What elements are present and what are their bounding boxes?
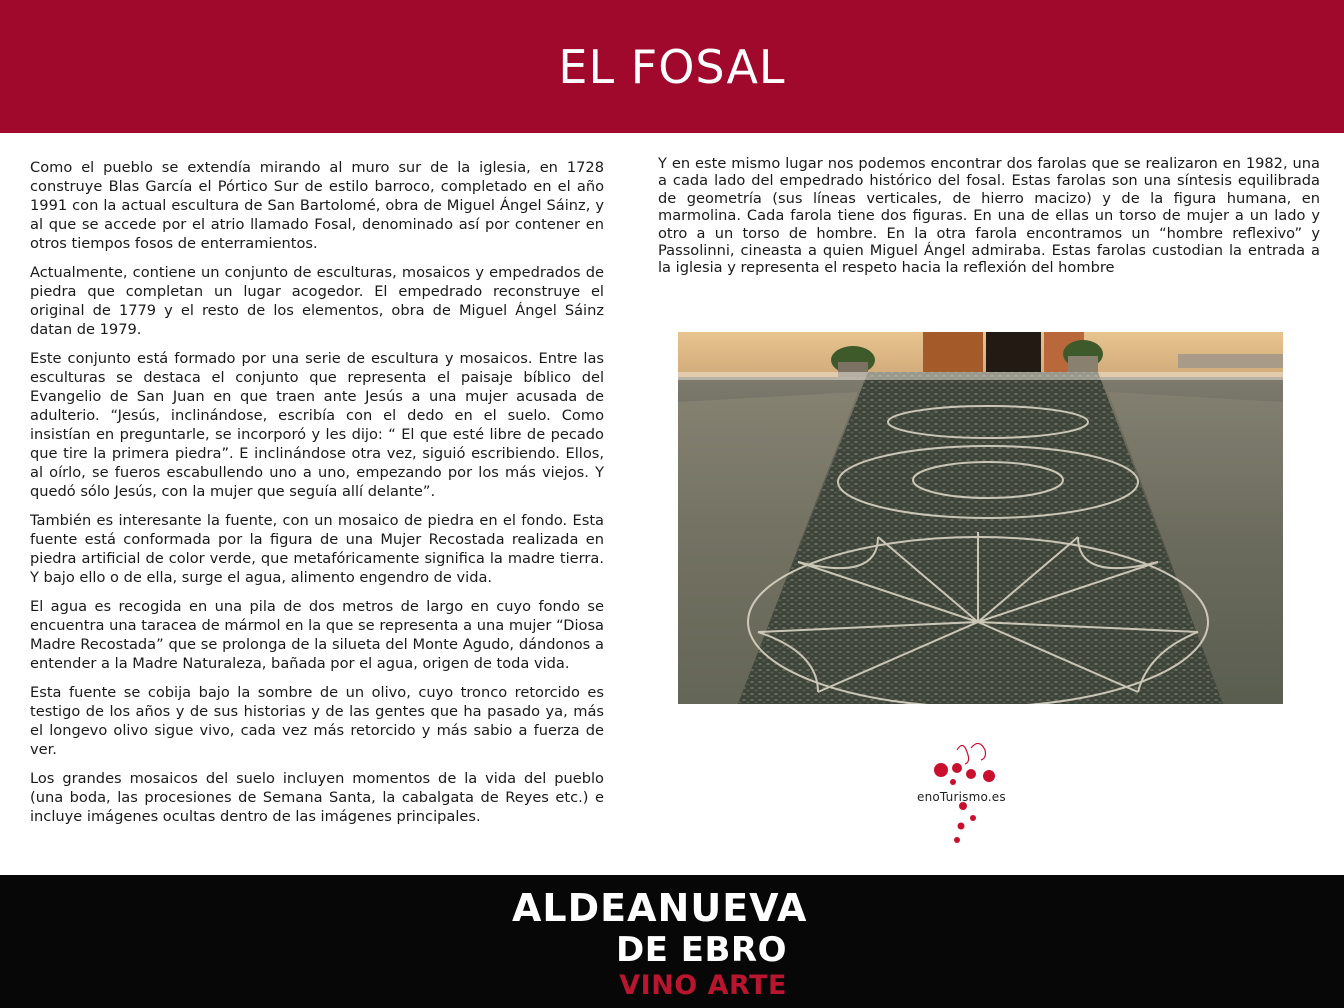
brand-line-1: ALDEANUEVA [512,886,808,930]
page-footer [0,875,1344,1008]
paragraph: Los grandes mosaicos del suelo incluyen momentos de la vida del pueblo (una boda, las procesiones de Semana Santa, la cabalgata de Reyes etc.) e incluye imágenes ocultas dentro de las imágenes principales. [30,770,604,825]
paragraph: Este conjunto está formado por una serie de escultura y mosaicos. Entre las esculturas se destaca el conjunto que representa el paisaje bíblico del Evangelio de San Juan en que traen ante Jesús a una mujer acusada de adulterio. “Jesús, inclinándose, escribía con el dedo en el suelo. Como insistían en preguntarle, se incorporó y les dijo: “ El que esté libre de pecado que tire la primera piedra”. E inclinándose otra vez, siguió escribiendo. Ellos, al oírlo, se fueros escabullendo uno a uno, empezando por los más viejos. Y quedó sólo Jesús, con la mujer que seguía allí delante”. [30,350,604,500]
right-text-column [658,155,1320,277]
paragraph: Y en este mismo lugar nos podemos encontrar dos farolas que se realizaron en 1982, una a cada lado del empedrado histórico del fosal. Estas farolas son una síntesis equilibrada de geometría (sus líneas verticales, de hierro macizo) y de la figura humana, en marmolina. Cada farola tiene dos figuras. En una de ellas un torso de mujer a un lado y otro a un torso de hombre. En la otra farola encontramos un “hombre reflexivo” y Passolinni, cineasta a quien Miguel Ángel admiraba. Estas farolas custodian la entrada a la iglesia y representa el respeto hacia la reflexión del hombre [658,155,1320,277]
brand-line-2: DE EBRO [615,930,787,970]
paragraph: Como el pueblo se extendía mirando al muro sur de la iglesia, en 1728 construye Blas García el Pórtico Sur de estilo barroco, completado en el año 1991 con la actual escultura de San Bartolomé, obra de Miguel Ángel Sáinz, y al que se accede por el atrio llamado Fosal, denominado así por contener en otros tiempos fosos de enterramientos. [30,159,604,252]
paragraph: Actualmente, contiene un conjunto de esculturas, mosaicos y empedrados de piedra que completan un lugar acogedor. El empedrado reconstruye el original de 1779 y el resto de los elementos, obra de Miguel Ángel Sáinz datan de 1979. [30,264,604,338]
left-text-column [30,158,604,836]
mosaic-courtyard-photo [678,332,1283,704]
brand-line-3: VINO ARTE [619,970,787,1001]
paragraph: También es interesante la fuente, con un mosaico de piedra en el fondo. Esta fuente está conformada por la figura de una Mujer Recostada realizada en piedra artificial de color verde, que metafóricamente significa la madre tierra. Y bajo ello o de ella, surge el agua, alimento engendro de vida. [30,512,604,586]
enoturismo-logo[interactable] [905,738,1035,848]
page-title: EL FOSAL [558,39,786,94]
mosaic-photo-illustration [678,332,1283,704]
paragraph: El agua es recogida en una pila de dos metros de largo en cuyo fondo se encuentra una taracea de mármol en la que se representa a una mujer “Diosa Madre Recostada” que se prolonga de la silueta del Monte Agudo, dándonos a entender a la Madre Naturaleza, bañada por el agua, origen de toda vida. [30,598,604,672]
paragraph: Esta fuente se cobija bajo la sombre de un olivo, cuyo tronco retorcido es testigo de los años y de sus historias y de las gentes que ha pasado ya, más el longevo olivo sigue vivo, cada vez más retorcido y más sabio a fuerza de ver. [30,684,604,758]
aldeanueva-brand-logo [512,885,808,1003]
page-header [0,0,1344,133]
enoturismo-label: enoTurismo.es [917,790,1006,804]
